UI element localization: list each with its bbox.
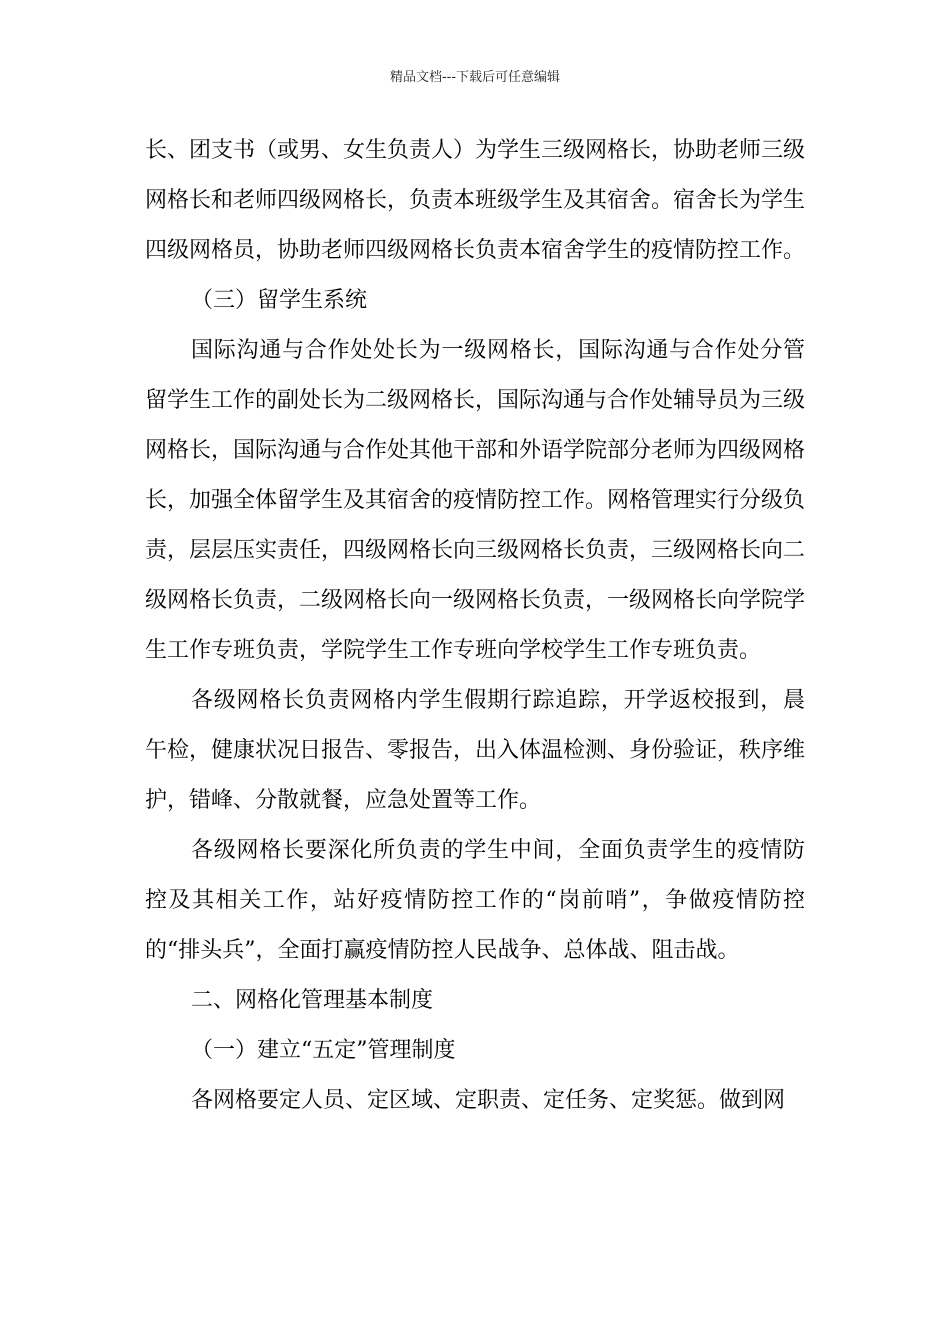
section-heading-3: （三）留学生系统 <box>191 288 368 313</box>
section-heading-2: 二、网格化管理基本制度 <box>191 988 434 1013</box>
document-body <box>145 126 805 1126</box>
paragraph-4: 各级网格长要深化所负责的学生中间，全面负责学生的疫情防控及其相关工作，站好疫情防控工作的“岗前哨”，争做疫情防控的“排头兵”，全面打赢疫情防控人民战争、总体战、阻击战。 <box>145 838 805 963</box>
paragraph-2: 国际沟通与合作处处长为一级网格长，国际沟通与合作处分管留学生工作的副处长为二级网格长，国际沟通与合作处辅导员为三级网格长，国际沟通与合作处其他干部和外语学院部分老师为四级网格长，加强全体留学生及其宿舍的疫情防控工作。网格管理实行分级负责，层层压实责任，四级网格长向三级网格长负责，三级网格长向二级网格长负责，二级网格长向一级网格长负责，一级网格长向学院学生工作专班负责，学院学生工作专班向学校学生工作专班负责。 <box>145 338 806 663</box>
paragraph-1: 长、团支书（或男、女生负责人）为学生三级网格长，协助老师三级网格长和老师四级网格长，负责本班级学生及其宿舍。宿舍长为学生四级网格员，协助老师四级网格长负责本宿舍学生的疫情防控工作。 <box>145 138 806 263</box>
page-header: 精品文档---下载后可任意编辑 <box>389 70 561 85</box>
subsection-heading-1: （一）建立“五定”管理制度 <box>191 1038 456 1063</box>
paragraph-3: 各级网格长负责网格内学生假期行踪追踪，开学返校报到，晨午检，健康状况日报告、零报告，出入体温检测、身份验证，秩序维护，错峰、分散就餐，应急处置等工作。 <box>145 688 806 813</box>
paragraph-5: 各网格要定人员、定区域、定职责、定任务、定奖惩。做到网 <box>191 1088 786 1113</box>
